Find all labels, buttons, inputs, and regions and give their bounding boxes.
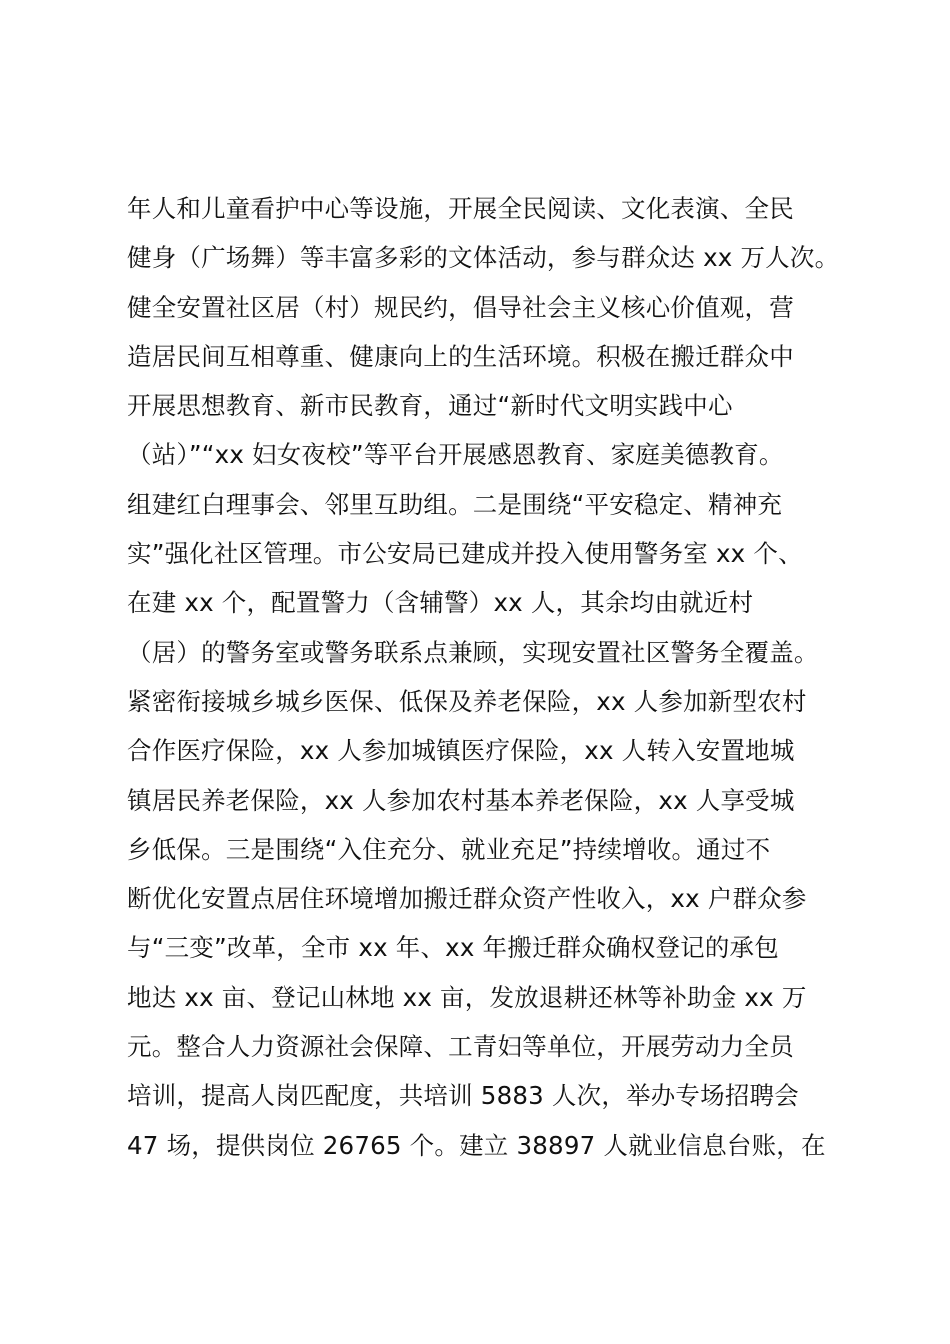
text-line: 合作医疗保险，xx 人参加城镇医疗保险，xx 人转入安置地城: [127, 736, 795, 766]
text-line: 健身（广场舞）等丰富多彩的文体活动，参与群众达 xx 万人次。: [127, 243, 840, 273]
text-line: 培训，提高人岗匹配度，共培训 5883 人次，举办专场招聘会: [127, 1081, 799, 1111]
text-line: 紧密衔接城乡城乡医保、低保及养老保险，xx 人参加新型农村: [127, 686, 807, 716]
text-line: 47 场，提供岗位 26765 个。建立 38897 人就业信息台账，在: [127, 1130, 826, 1160]
text-line: 与“三变”改革，全市 xx 年、xx 年搬迁群众确权登记的承包: [127, 933, 779, 963]
text-line: 开展思想教育、新市民教育，通过“新时代文明实践中心: [127, 391, 733, 421]
text-line: 元。整合人力资源社会保障、工青妇等单位，开展劳动力全员: [127, 1032, 794, 1062]
body-paragraph: [127, 184, 847, 1170]
text-line: 组建红白理事会、邻里互助组。二是围绕“平安稳定、精神充: [127, 489, 783, 519]
text-line: 镇居民养老保险，xx 人参加农村基本养老保险，xx 人享受城: [127, 785, 795, 815]
text-line: 在建 xx 个，配置警力（含辅警）xx 人，其余均由就近村: [127, 588, 754, 618]
text-line: 实”强化社区管理。市公安局已建成并投入使用警务室 xx 个、: [127, 539, 803, 569]
text-line: 乡低保。三是围绕“入住充分、就业充足”持续增收。通过不: [127, 834, 771, 864]
text-line: 断优化安置点居住环境增加搬迁群众资产性收入，xx 户群众参: [127, 884, 807, 914]
text-line: 年人和儿童看护中心等设施，开展全民阅读、文化表演、全民: [127, 194, 794, 223]
text-line: 健全安置社区居（村）规民约，倡导社会主义核心价值观，营: [127, 292, 794, 322]
text-line: （居）的警务室或警务联系点兼顾，实现安置社区警务全覆盖。: [127, 637, 819, 667]
text-line: 造居民间互相尊重、健康向上的生活环境。积极在搬迁群众中: [127, 341, 794, 371]
text-line: 地达 xx 亩、登记山林地 xx 亩，发放退耕还林等补助金 xx 万: [127, 982, 807, 1012]
text-line: （站）”“xx 妇女夜校”等平台开展感恩教育、家庭美德教育。: [127, 440, 784, 470]
